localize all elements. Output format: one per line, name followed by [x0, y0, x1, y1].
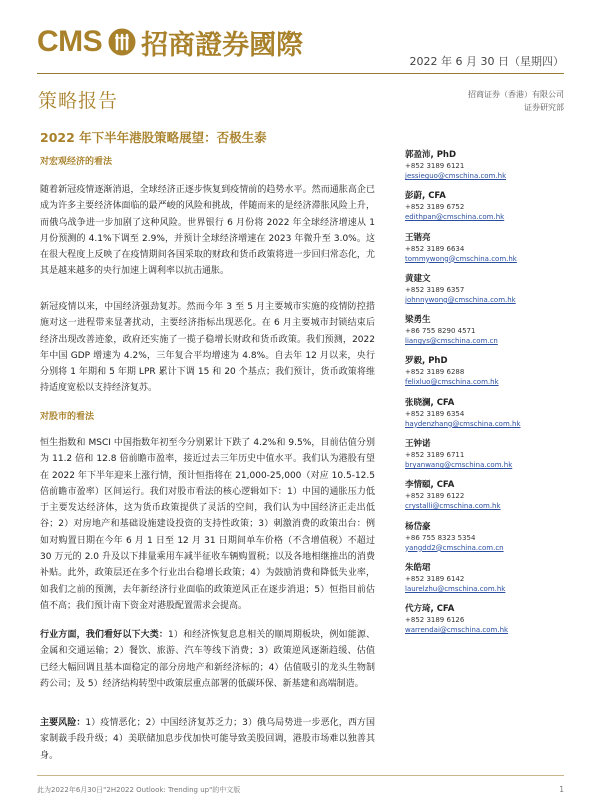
analyst-phone: +852 3189 6357: [405, 285, 465, 294]
analyst-entry: [405, 604, 570, 645]
risks-lead: 主要风险：: [40, 718, 86, 728]
analyst-entry: [405, 522, 570, 563]
logo-latin: CMS: [37, 25, 103, 58]
page-number: 1: [559, 785, 564, 794]
analyst-email-link[interactable]: yangdd2@cmschina.com.cn: [405, 543, 504, 552]
analyst-phone: +852 3189 6126: [405, 616, 465, 625]
analyst-phone: +852 3189 6354: [405, 409, 465, 418]
analyst-email-link[interactable]: warrendai@cmschina.com.hk: [405, 626, 509, 635]
sectors-lead: 行业方面，我们看好以下大类：: [40, 630, 169, 640]
header-divider: [37, 73, 564, 74]
analyst-email-link[interactable]: edithpan@cmschina.com.hk: [405, 213, 505, 222]
analyst-name: 代方琦, CFA: [405, 604, 455, 615]
paragraph-market-view: 恒生指数和 MSCI 中国指数年初至今分别累计下跌了 4.2%和 9.5%，目前估值分别为 11.2 倍和 12.8 倍前瞻市盈率，接近过去三年历史中值水平。我们认为港股有望在 2022 年下半年迎来上涨行情，预计恒指将在 21,000-25,000（对应 10.5-12.5 倍前瞻市盈率）区间运行。我们对股市看法的核心逻辑如下：1）中国的通胀压力低于主要发达经济体，这为货币政策提供了灵活的空间，我们认为中国经济正走出低谷；2）对房地产和基础设施建设投资的支持性政策；3）刺激消费的政策出台：例如对购置日期在今年 6 月 1 日至 12 月 31 日期间单车价格（不含增值税）不超过 30 万元的 2.0 升及以下排量乘用车减半征收车辆购置税；以及各地相继推出的消费补贴。此外，政策层还在多个行业出台稳增长政策；4）为鼓励消费和降低失业率，如我们之前的预测，去年新经济行业面临的政策逆风正在逐步消退；5）恒指目前估值不高；我们预计南下资金对港股配置需求会提高。: [40, 438, 375, 611]
section-heading-market: 对股市的看法: [40, 412, 95, 422]
sectors-body: 1）和经济恢复息息相关的顺周期板块，例如能源、金属和交通运输；2）餐饮、旅游、汽车等线下消费；3）政策逆风逐渐趋缓、估值已经大幅回调且基本面稳定的部分房地产和新经济标的；4）估值吸引的龙头生物制药公司；及 5）经济结构转型中政策层重点部署的低碳环保、新基建和高端制造。: [40, 630, 375, 689]
broker-company: 招商证券（香港）有限公司: [468, 90, 564, 99]
analyst-email-link[interactable]: crystalli@cmschina.com.hk: [405, 502, 501, 511]
analyst-email-link[interactable]: haydenzhang@cmschina.com.hk: [405, 419, 521, 428]
analyst-list: [405, 150, 570, 646]
broker-info: [404, 88, 564, 114]
section-heading-macro: 对宏观经济的看法: [40, 157, 113, 167]
analyst-name: 彭蔚, CFA: [405, 191, 446, 202]
analyst-name: 杨岱豪: [405, 521, 431, 532]
analyst-phone: +852 3189 6121: [405, 162, 465, 170]
analyst-entry: [405, 439, 570, 480]
broker-department: 证券研究部: [524, 103, 564, 112]
analyst-email-link[interactable]: felixluo@cmschina.com.hk: [405, 378, 499, 387]
analyst-name: 郭盈沛, PhD: [405, 150, 457, 160]
report-title: 2022 年下半年港股策略展望：否极生泰: [40, 130, 267, 145]
brand-logo: [37, 22, 303, 62]
analyst-email-link[interactable]: bryanwang@cmschina.com.hk: [405, 461, 513, 470]
analyst-name: 罗毅, PhD: [405, 356, 448, 367]
analyst-name: 张晓澜, CFA: [405, 397, 455, 408]
risks-body: 1）疫情恶化；2）中国经济复苏乏力；3）俄乌局势进一步恶化，西方国家制裁手段升级；4）美联储加息步伐加快可能导致美股回调，港股市场难以独善其身。: [40, 718, 375, 761]
analyst-email-link[interactable]: liangys@cmschina.com.cn: [405, 337, 498, 346]
paragraph-macro-china: 新冠疫情以来，中国经济强劲复苏。然而今年 3 至 5 月主要城市实施的疫情防控措施对这一进程带来显著扰动，主要经济指标出现恶化。在 6 月主要城市封锁结束后经济出现改善迹象，政府还实施了一揽子稳增长财政和货币政策。我们预测，2022 年中国 GDP 增速为 4.2%，三年复合平均增速为 4.8%。自去年 12 月以来，央行分别将 1 年期和 5 年期 LPR 累计下调 15 和 20 个基点；我们预计，货币政策将维持适度宽松以支持经济复苏。: [40, 302, 375, 394]
analyst-entry: [405, 356, 570, 397]
analyst-name: 黄建文: [405, 273, 431, 284]
analyst-entry: [405, 398, 570, 439]
analyst-name: 梁勇生: [405, 315, 431, 326]
paragraph-macro-global: 随着新冠疫情逐渐消退，全球经济正逐步恢复到疫情前的趋势水平。然而通胀高企已成为许多主要经济体面临的最严峻的风险和挑战，伴随而来的是经济滞胀风险上升，而俄乌战争进一步加剧了这种风险。世界银行 6 月份将 2022 年全球经济增速从 1 月份预测的 4.1%下调至 2.9%，并预计全球经济增速在 2023 年微升至 3.0%。这在很大程度上反映了在疫情期间各国采取的财政和货币政策将进一步回归常态化，尤其是越来越多的央行加速上调利率以抗击通胀。: [40, 185, 375, 277]
analyst-entry: [405, 563, 570, 604]
analyst-name: 王钟诺: [405, 439, 431, 450]
analyst-entry: [405, 315, 570, 356]
analyst-email-link[interactable]: johnnywong@cmschina.com.hk: [405, 295, 516, 304]
analyst-entry: [405, 150, 570, 191]
analyst-entry: [405, 191, 570, 232]
analyst-name: 李情頤, CFA: [405, 480, 455, 491]
footer-divider: [37, 775, 564, 776]
analyst-name: 朱皓珺: [405, 562, 431, 573]
analyst-name: 王锴亮: [405, 232, 431, 243]
analyst-email-link[interactable]: laurelzhu@cmschina.com.hk: [405, 584, 506, 593]
analyst-phone: +852 3189 6711: [405, 451, 465, 460]
analyst-phone: +852 3189 6288: [405, 368, 465, 377]
logo-chinese: 招商證券國際: [141, 29, 304, 61]
analyst-email-link[interactable]: jessieguo@cmschina.com.hk: [405, 172, 507, 180]
footer-note: 此为2022年6月30日"2H2022 Outlook: Trending up"的中文版: [37, 786, 241, 794]
analyst-phone: +852 3189 6634: [405, 244, 465, 253]
analyst-entry: [405, 233, 570, 274]
analyst-email-link[interactable]: tommywong@cmschina.com.hk: [405, 254, 517, 263]
analyst-entry: [405, 274, 570, 315]
analyst-phone: +852 3189 6752: [405, 203, 465, 212]
analyst-entry: [405, 480, 570, 521]
analyst-phone: +86 755 8290 4571: [405, 327, 476, 336]
report-date: 2022 年 6 月 30 日（星期四）: [409, 55, 564, 68]
paragraph-sectors: [40, 627, 375, 692]
analyst-phone: +852 3189 6142: [405, 574, 465, 583]
analyst-phone: +852 3189 6122: [405, 492, 465, 501]
report-type-label: 策略报告: [38, 90, 119, 112]
paragraph-risks: [40, 715, 375, 764]
analyst-phone: +86 755 8323 5354: [405, 533, 476, 542]
logo-emblem-icon: [108, 28, 136, 56]
